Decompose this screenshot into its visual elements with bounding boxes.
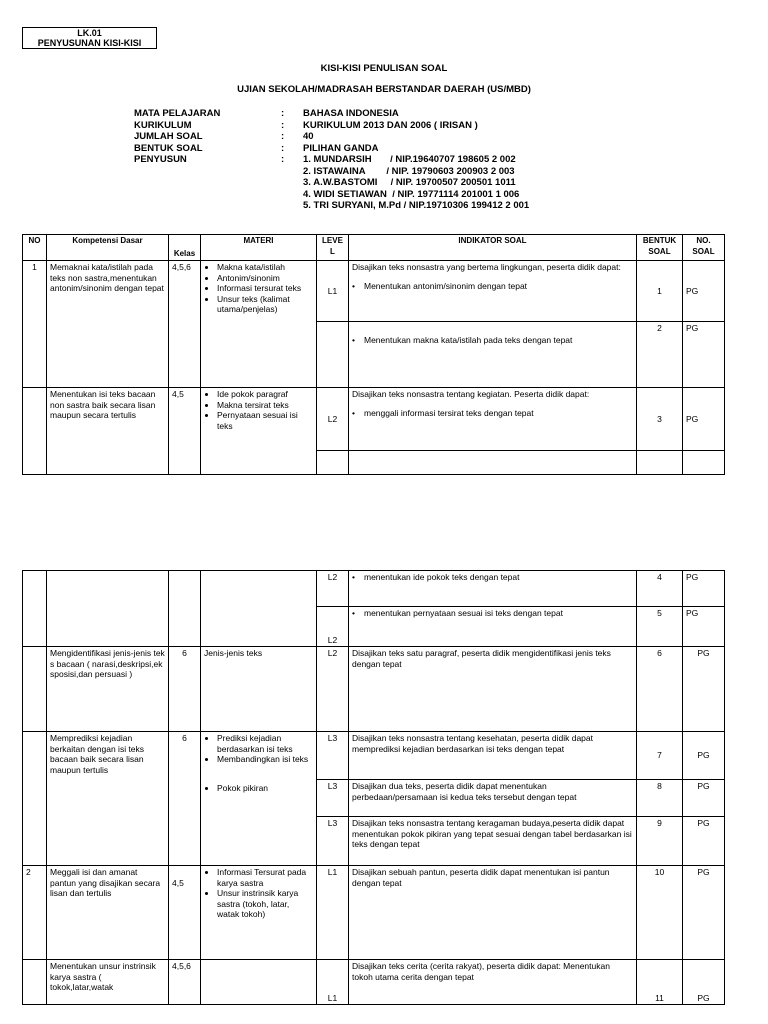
- nomor-soal: PG: [683, 866, 725, 960]
- materi-item: • Informasi Tersurat pada karya sastra: [217, 867, 313, 888]
- indikator-text: menentukan ide pokok teks dengan tepat: [364, 572, 520, 582]
- meta-key: [134, 189, 281, 201]
- table-row: [23, 960, 725, 1005]
- nomor-soal: PG: [683, 322, 725, 388]
- meta-colon: [281, 189, 303, 201]
- materi-item: • Prediksi kejadian berdasarkan isi teks: [217, 733, 313, 754]
- bentuk-soal: 1: [637, 261, 683, 322]
- table-row: [23, 261, 725, 322]
- meta-key: JUMLAH SOAL: [134, 131, 203, 142]
- kelas: 4,5: [169, 866, 201, 960]
- kompetensi-dasar: [47, 571, 169, 647]
- table-header-row: [23, 235, 725, 261]
- indikator-intro: Disajikan teks nonsastra tentang kegiatan. Peserta didik dapat:: [352, 389, 590, 399]
- bentuk-soal: 2: [637, 322, 683, 388]
- indikator-text: Menentukan antonim/sinonim dengan tepat: [364, 280, 528, 291]
- level: [317, 451, 349, 475]
- indikator-bullet: • Menentukan makna kata/istilah pada teks dengan tepat: [352, 335, 573, 345]
- indikator: [349, 451, 637, 475]
- level: L3: [317, 732, 349, 780]
- indikator: Disajikan teks satu paragraf, peserta didik mengidentifikasi jenis teks dengan tepat: [349, 647, 637, 732]
- meta-row: [134, 143, 529, 155]
- bentuk-soal: 9: [637, 817, 683, 866]
- level: L2: [317, 647, 349, 732]
- meta-row: [134, 131, 529, 143]
- kompetensi-dasar: Menentukan isi teks bacaan non sastra baik secara lisan maupun secara tertulis: [47, 388, 169, 475]
- meta-value: 1. MUNDARSIH / NIP.19640707 198605 2 002: [303, 154, 516, 165]
- table-row: [23, 732, 725, 780]
- bentuk-soal: 4: [637, 571, 683, 607]
- document-subtitle: UJIAN SEKOLAH/MADRASAH BERSTANDAR DAERAH (US/MBD): [237, 84, 531, 95]
- row-no: 2: [23, 866, 47, 960]
- meta-row: [134, 108, 529, 120]
- nomor-soal: [683, 451, 725, 475]
- materi-item: • Membandingkan isi teks: [217, 754, 313, 765]
- materi-item: • Makna kata/istilah: [217, 262, 313, 273]
- indikator: Disajikan teks nonsastra tentang keragaman budaya,peserta didik dapat menentukan pokok pikiran yang tepat sesuai dengan tabel berdasarkan isi teks dengan tepat: [349, 817, 637, 866]
- materi-item: • Unsur instrinsik karya sastra (tokoh, latar, watak tokoh): [217, 888, 313, 920]
- bentuk-soal: 8: [637, 780, 683, 817]
- kelas: [169, 571, 201, 647]
- table-row: [23, 388, 725, 451]
- indikator-bullet: • Menentukan antonim/sinonim dengan tepat: [352, 280, 528, 291]
- kelas: 4,5,6: [169, 261, 201, 388]
- row-no: 1: [23, 261, 47, 388]
- bentuk-soal: 11: [637, 960, 683, 1005]
- meta-key: PENYUSUN: [134, 154, 187, 165]
- kelas: 6: [169, 647, 201, 732]
- kompetensi-dasar: Memprediksi kejadian berkaitan dengan isi teks bacaan baik secara lisan maupun tertulis: [47, 732, 169, 866]
- meta-row: [134, 189, 529, 201]
- materi: Jenis-jenis teks: [201, 647, 317, 732]
- meta-colon: :: [281, 119, 285, 131]
- meta-row: [134, 177, 529, 189]
- materi-list: [201, 732, 317, 866]
- level: L2: [317, 388, 349, 451]
- meta-key: [134, 177, 281, 189]
- level: [317, 322, 349, 388]
- kelas: 6: [169, 732, 201, 866]
- bentuk-soal: 7: [637, 732, 683, 780]
- kompetensi-dasar: Meggali isi dan amanat pantun yang disajikan secara lisan dan tertulis: [47, 866, 169, 960]
- indikator: Disajikan sebuah pantun, peserta didik dapat menentukan isi pantun dengan tepat: [349, 866, 637, 960]
- row-no: [23, 960, 47, 1005]
- meta-key: MATA PELAJARAN: [134, 108, 221, 119]
- materi-list: [201, 388, 317, 475]
- materi-item: • Unsur teks (kalimat utama/penjelas): [217, 294, 313, 315]
- meta-value: PILIHAN GANDA: [303, 142, 379, 154]
- document-meta: [134, 108, 529, 212]
- level: L1: [317, 261, 349, 322]
- col-header-indikator: INDIKATOR SOAL: [349, 235, 637, 261]
- meta-row: [134, 154, 529, 166]
- meta-colon: :: [281, 108, 285, 119]
- bentuk-soal: 5: [637, 607, 683, 647]
- materi: [201, 960, 317, 1005]
- kompetensi-dasar: Menentukan unsur instrinsik karya sastra ( tokok,latar,watak: [47, 960, 169, 1005]
- meta-value: 5. TRI SURYANI, M.Pd / NIP.19710306 199412 2 001: [303, 200, 530, 211]
- meta-colon: :: [281, 131, 285, 142]
- nomor-soal: PG: [683, 261, 725, 322]
- meta-value: 4. WIDI SETIAWAN / NIP. 19771114 201001 1 006: [303, 188, 520, 200]
- kisi-table-page-2: [22, 570, 725, 1005]
- bentuk-soal: [637, 451, 683, 475]
- kisi-table-page-1: [22, 234, 725, 475]
- bentuk-soal: 6: [637, 647, 683, 732]
- row-no: [23, 388, 47, 475]
- col-header-materi: MATERI: [201, 235, 317, 261]
- indikator: [349, 261, 637, 322]
- table-row: [23, 571, 725, 607]
- kelas: 4,5,6: [169, 960, 201, 1005]
- level: L2: [317, 571, 349, 607]
- meta-colon: :: [281, 154, 285, 165]
- level: L3: [317, 780, 349, 817]
- materi-item: • Makna tersirat teks: [217, 400, 313, 411]
- materi-list: [201, 571, 317, 647]
- indikator-bullet: • menggali informasi tersirat teks dengan tepat: [352, 407, 534, 418]
- row-no: [23, 732, 47, 866]
- col-header-no: NO: [23, 235, 47, 261]
- indikator-intro: Disajikan teks nonsastra yang bertema lingkungan, peserta didik dapat:: [352, 262, 621, 272]
- indikator-text: menentukan pernyataan sesuai isi teks dengan tepat: [364, 608, 563, 618]
- meta-value: BAHASA INDONESIA: [303, 108, 399, 119]
- meta-value: KURIKULUM 2013 DAN 2006 ( IRISAN ): [303, 119, 478, 131]
- meta-colon: [281, 166, 303, 178]
- meta-row: [134, 200, 529, 212]
- indikator-bullet: • menentukan ide pokok teks dengan tepat: [352, 572, 520, 582]
- indikator: [349, 388, 637, 451]
- meta-row: [134, 166, 529, 178]
- col-header-nosoal: NO. SOAL: [683, 235, 725, 261]
- indikator: [349, 571, 637, 607]
- meta-key: KURIKULUM: [134, 119, 192, 131]
- nomor-soal: PG: [683, 780, 725, 817]
- worksheet-title: PENYUSUNAN KISI-KISI: [37, 38, 142, 48]
- materi-item: • Pokok pikiran: [217, 783, 313, 794]
- col-header-level: LEVE L: [317, 235, 349, 261]
- materi-list: [201, 866, 317, 960]
- bentuk-soal: 3: [637, 388, 683, 451]
- meta-value: 2. ISTAWAINA / NIP. 19790603 200903 2 003: [303, 165, 515, 177]
- document-title: KISI-KISI PENULISAN SOAL: [320, 63, 448, 74]
- materi-item: • Pernyataan sesuai isi teks: [217, 410, 313, 431]
- kompetensi-dasar: Memaknai kata/istilah pada teks non sastra,menentukan antonim/sinonim dengan tepat: [47, 261, 169, 388]
- nomor-soal: PG: [683, 732, 725, 780]
- level: L3: [317, 817, 349, 866]
- materi-item: • Informasi tersurat teks: [217, 283, 313, 294]
- table-row: [23, 866, 725, 960]
- meta-key: [134, 200, 281, 212]
- materi-item: • Antonim/sinonim: [217, 273, 313, 284]
- meta-value: 3. A.W.BASTOMI / NIP. 19700507 200501 1011: [303, 177, 516, 188]
- col-header-kd: Kompetensi Dasar: [47, 235, 169, 261]
- indikator: Disajikan dua teks, peserta didik dapat menentukan perbedaan/persamaan isi kedua teks tersebut dengan tepat: [349, 780, 637, 817]
- materi-item: • Ide pokok paragraf: [217, 389, 313, 400]
- meta-colon: :: [281, 142, 285, 154]
- nomor-soal: PG: [683, 647, 725, 732]
- worksheet-code: LK.01: [77, 28, 102, 38]
- table-row: [23, 647, 725, 732]
- indikator-text: Menentukan makna kata/istilah pada teks dengan tepat: [364, 335, 573, 345]
- meta-key: BENTUK SOAL: [134, 142, 203, 154]
- level: L2: [317, 607, 349, 647]
- indikator: Disajikan teks cerita (cerita rakyat), peserta didik dapat: Menentukan tokoh utama cerita dengan tepat: [349, 960, 637, 1005]
- meta-colon: [281, 200, 303, 212]
- row-no: [23, 647, 47, 732]
- nomor-soal: PG: [683, 571, 725, 607]
- nomor-soal: PG: [683, 388, 725, 451]
- kompetensi-dasar: Mengidentifikasi jenis-jenis teks bacaan ( narasi,deskripsi,eksposisi,dan persuasi ): [47, 647, 169, 732]
- col-header-bentuk: BENTUK SOAL: [637, 235, 683, 261]
- meta-key: [134, 166, 281, 178]
- indikator: [349, 322, 637, 388]
- meta-row: [134, 120, 529, 132]
- level: L1: [317, 866, 349, 960]
- level: L1: [317, 960, 349, 1005]
- indikator-bullet: • menentukan pernyataan sesuai isi teks dengan tepat: [352, 608, 563, 618]
- indikator-text: menggali informasi tersirat teks dengan tepat: [364, 407, 534, 418]
- nomor-soal: PG: [683, 607, 725, 647]
- nomor-soal: PG: [683, 817, 725, 866]
- bentuk-soal: 10: [637, 866, 683, 960]
- indikator: [349, 607, 637, 647]
- kelas: 4,5: [169, 388, 201, 475]
- meta-colon: [281, 177, 303, 189]
- nomor-soal: PG: [683, 960, 725, 1005]
- materi-list: [201, 261, 317, 388]
- indikator: Disajikan teks nonsastra tentang kesehatan, peserta didik dapat memprediksi kejadian berdasarkan isi teks dengan tepat: [349, 732, 637, 780]
- worksheet-label-box: [22, 27, 157, 49]
- col-header-kelas: Kelas: [169, 235, 201, 261]
- meta-value: 40: [303, 131, 314, 142]
- row-no: [23, 571, 47, 647]
